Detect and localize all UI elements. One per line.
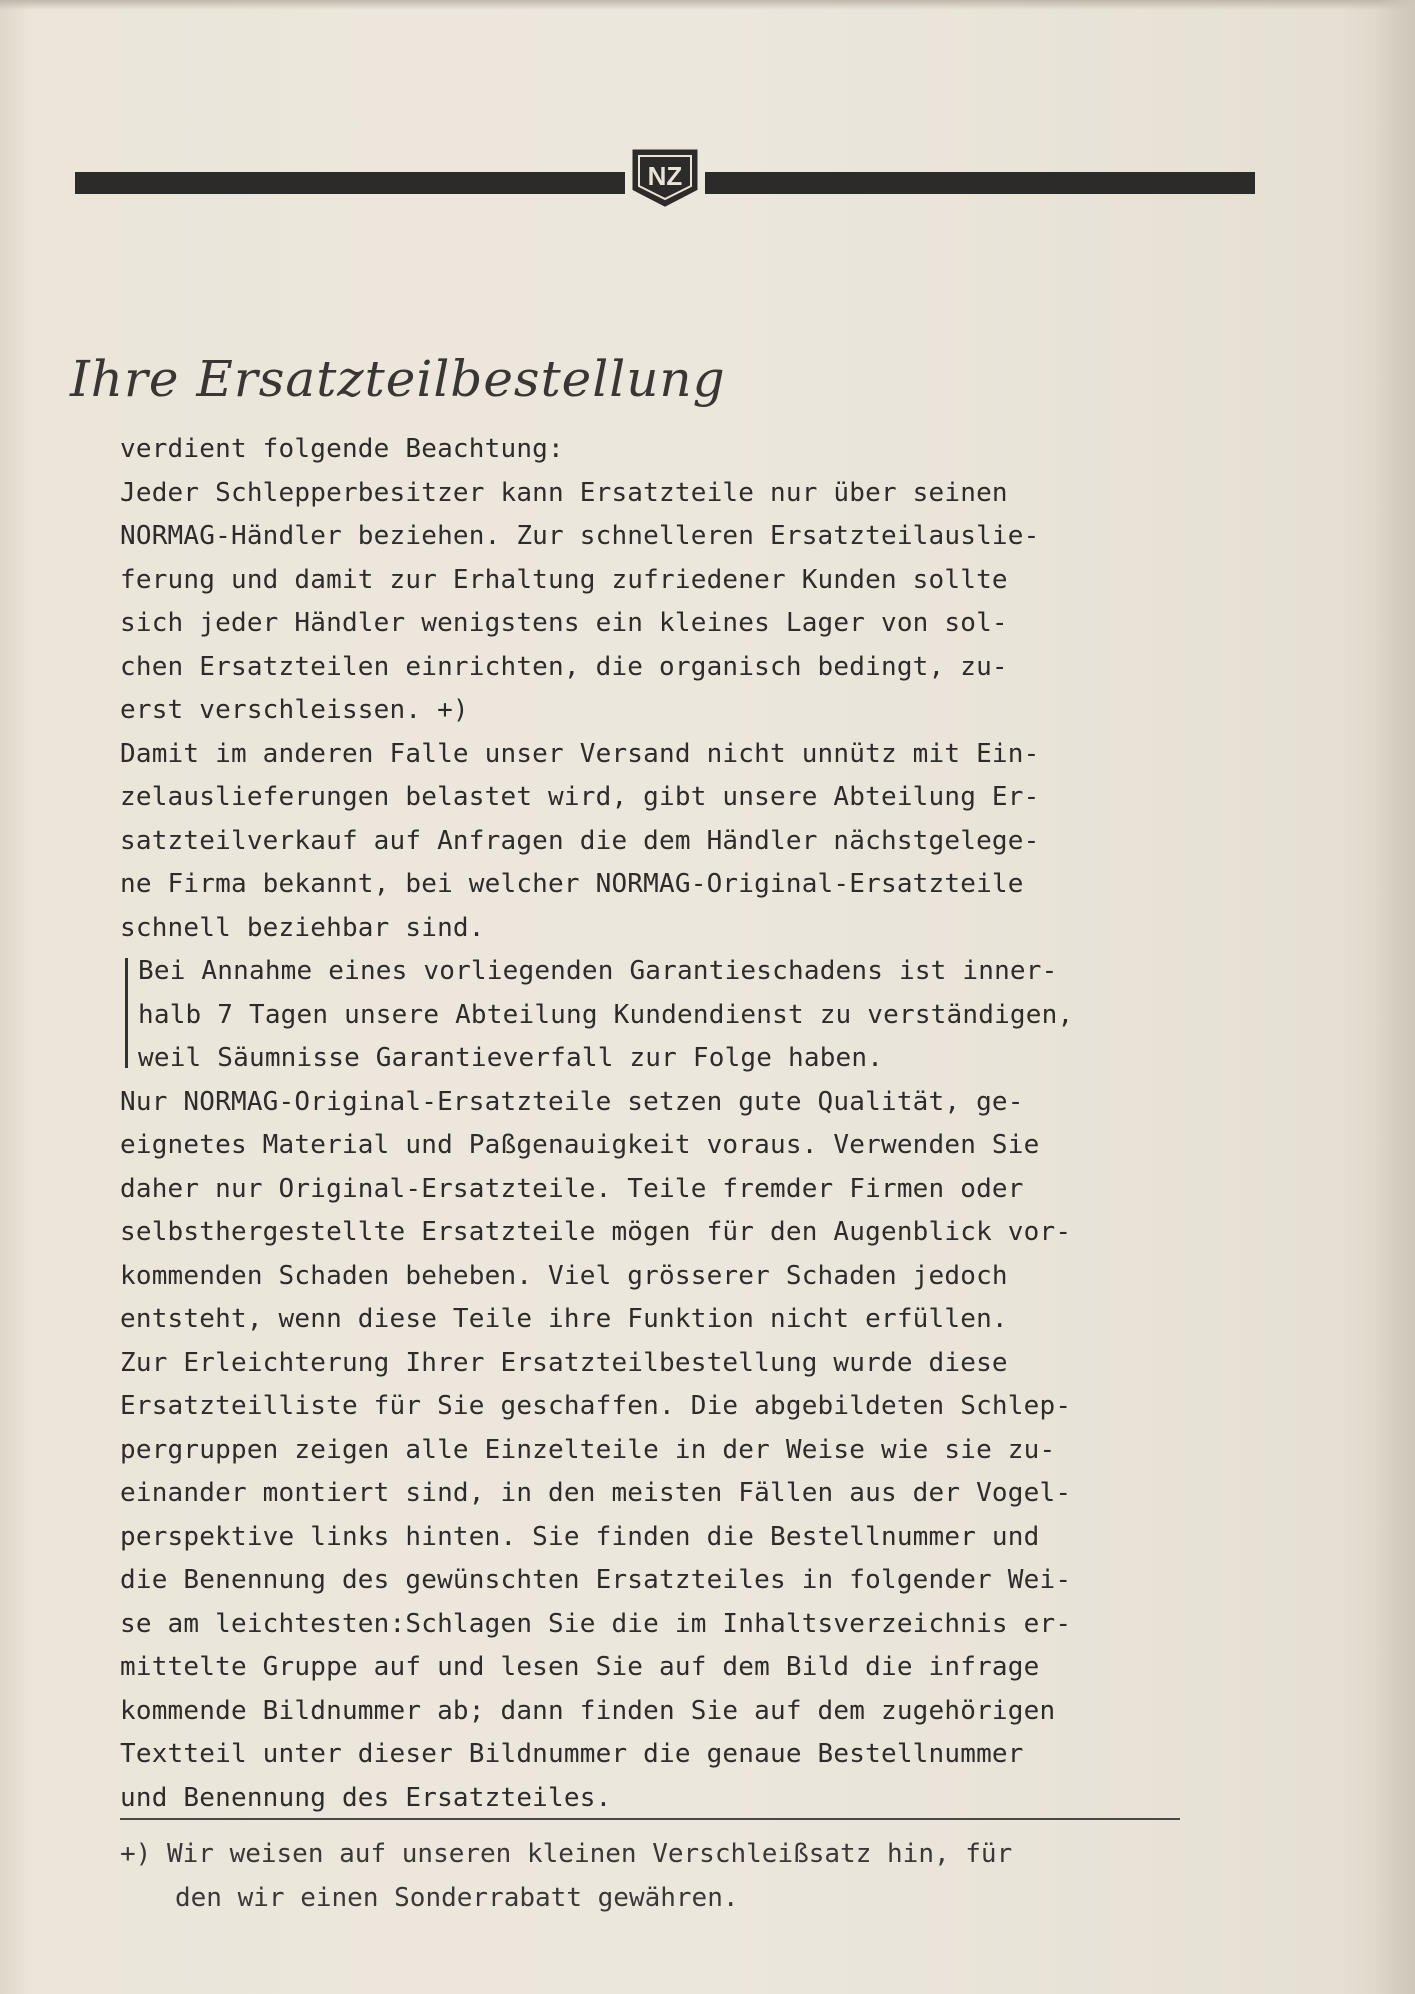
text-line: Damit im anderen Falle unser Versand nicht unnütz mit Ein- bbox=[120, 738, 1040, 769]
text-line: chen Ersatzteilen einrichten, die organisch bedingt, zu- bbox=[120, 651, 1008, 682]
text-line: Jeder Schlepperbesitzer kann Ersatzteile nur über seinen bbox=[120, 477, 1008, 508]
footnote bbox=[120, 1832, 1230, 1919]
paragraph-original-parts bbox=[120, 1081, 1230, 1821]
margin-bracket bbox=[125, 958, 128, 1068]
text-line: und Benennung des Ersatzteiles. bbox=[120, 1782, 612, 1813]
page-heading: Ihre Ersatzteilbestellung bbox=[70, 350, 726, 408]
text-line: selbsthergestellte Ersatzteile mögen für den Augenblick vor- bbox=[120, 1217, 1072, 1247]
footnote-divider bbox=[120, 1818, 1180, 1820]
text-line: halb 7 Tagen unsere Abteilung Kundendienst zu verständigen, bbox=[138, 999, 1074, 1030]
body-text bbox=[120, 428, 1230, 1820]
text-line: daher nur Original-Ersatzteile. Teile fremder Firmen oder bbox=[120, 1173, 1024, 1204]
footnote-line: den wir einen Sonderrabatt gewähren. bbox=[175, 1882, 739, 1913]
text-line: die Benennung des gewünschten Ersatzteiles in folgender Wei- bbox=[120, 1565, 1072, 1595]
header-bar-right bbox=[705, 172, 1255, 194]
text-line: pergruppen zeigen alle Einzelteile in der Weise wie sie zu- bbox=[120, 1434, 1056, 1465]
text-line: mittelte Gruppe auf und lesen Sie auf dem Bild die infrage bbox=[120, 1652, 1040, 1682]
guarantee-notice bbox=[120, 950, 1230, 1081]
text-line: ne Firma bekannt, bei welcher NORMAG-Original-Ersatzteile bbox=[120, 869, 1024, 899]
paragraph-ordering bbox=[120, 428, 1230, 950]
nz-logo-icon bbox=[628, 147, 702, 209]
text-line: einander montiert sind, in den meisten Fällen aus der Vogel- bbox=[120, 1478, 1072, 1508]
page-edge-shadow-right bbox=[1375, 0, 1415, 1994]
header-bar-left bbox=[75, 172, 625, 194]
text-line: zelauslieferungen belastet wird, gibt unsere Abteilung Er- bbox=[120, 782, 1040, 812]
text-line: kommende Bildnummer ab; dann finden Sie auf dem zugehörigen bbox=[120, 1695, 1056, 1726]
text-line: Bei Annahme eines vorliegenden Garantieschadens ist inner- bbox=[138, 956, 1058, 986]
text-line: Ersatzteilliste für Sie geschaffen. Die abgebildeten Schlep- bbox=[120, 1391, 1072, 1421]
logo-text: NZ bbox=[647, 161, 683, 191]
text-line: NORMAG-Händler beziehen. Zur schnelleren Ersatzteilauslie- bbox=[120, 521, 1040, 551]
text-line: satzteilverkauf auf Anfragen die dem Händler nächstgelege- bbox=[120, 825, 1040, 856]
text-line: erst verschleissen. +) bbox=[120, 695, 469, 725]
text-line: entsteht, wenn diese Teile ihre Funktion nicht erfüllen. bbox=[120, 1304, 1008, 1334]
text-line: weil Säumnisse Garantieverfall zur Folge haben. bbox=[138, 1043, 884, 1073]
text-line: kommenden Schaden beheben. Viel grösserer Schaden jedoch bbox=[120, 1260, 1008, 1291]
text-line: eignetes Material und Paßgenauigkeit voraus. Verwenden Sie bbox=[120, 1130, 1040, 1160]
text-line: ferung und damit zur Erhaltung zufriedener Kunden sollte bbox=[120, 564, 1008, 595]
text-line: Textteil unter dieser Bildnummer die genaue Bestellnummer bbox=[120, 1739, 1024, 1769]
text-line: perspektive links hinten. Sie finden die Bestellnummer und bbox=[120, 1521, 1040, 1552]
text-line: Nur NORMAG-Original-Ersatzteile setzen gute Qualität, ge- bbox=[120, 1086, 1024, 1117]
footnote-line: +) Wir weisen auf unseren kleinen Verschleißsatz hin, für bbox=[120, 1839, 1013, 1869]
text-line: verdient folgende Beachtung: bbox=[120, 434, 564, 464]
text-line: Zur Erleichterung Ihrer Ersatzteilbestellung wurde diese bbox=[120, 1347, 1008, 1378]
page-edge-shadow-top bbox=[0, 0, 1415, 10]
text-line: schnell beziehbar sind. bbox=[120, 912, 485, 943]
text-line: sich jeder Händler wenigstens ein kleines Lager von sol- bbox=[120, 608, 1008, 638]
text-line: se am leichtesten:Schlagen Sie die im Inhaltsverzeichnis er- bbox=[120, 1608, 1072, 1639]
